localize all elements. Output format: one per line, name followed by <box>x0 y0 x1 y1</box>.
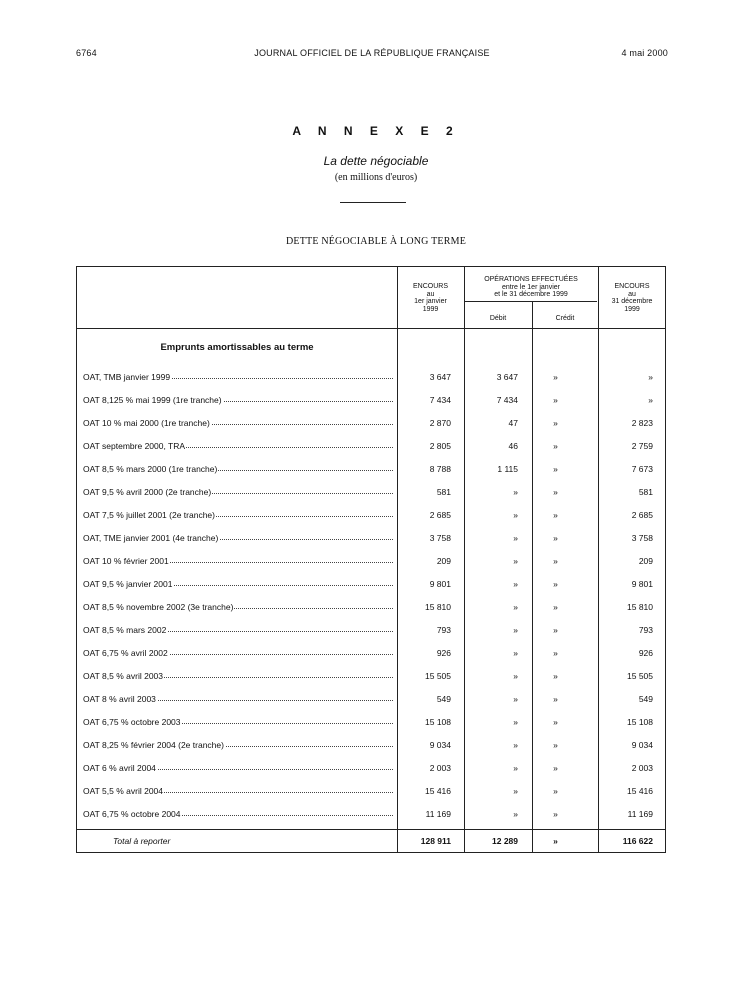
row-debit: 3 647 <box>496 372 518 382</box>
row-debit: » <box>513 533 518 543</box>
row-debit: » <box>513 694 518 704</box>
row-label: OAT 10 % février 2001 <box>83 556 393 566</box>
row-debit: 47 <box>508 418 518 428</box>
row-encours-end: 581 <box>638 487 653 497</box>
table-row <box>77 441 667 455</box>
total-label: Total à reporter <box>113 836 171 846</box>
row-label: OAT 8,5 % novembre 2002 (3e tranche) <box>83 602 393 612</box>
table-row <box>77 786 667 800</box>
row-encours-end: 15 416 <box>627 786 653 796</box>
row-label: OAT 10 % mai 2000 (1re tranche) <box>83 418 393 428</box>
row-debit: » <box>513 510 518 520</box>
journal-title: JOURNAL OFFICIEL DE LA RÉPUBLIQUE FRANÇAISE <box>254 48 490 58</box>
row-credit: » <box>553 441 558 451</box>
total-line <box>77 829 665 830</box>
row-credit: » <box>553 648 558 658</box>
row-encours-end: 9 801 <box>631 579 653 589</box>
row-debit: » <box>513 556 518 566</box>
header-bottom-line <box>77 328 665 329</box>
section-title: DETTE NÉGOCIABLE À LONG TERME <box>285 236 467 247</box>
annex-subtitle: La dette négociable <box>323 154 429 168</box>
row-encours-start: 209 <box>436 556 451 566</box>
row-label: OAT 9,5 % avril 2000 (2e tranche) <box>83 487 393 497</box>
publication-date: 4 mai 2000 <box>621 48 668 58</box>
row-label: OAT 6,75 % avril 2002 <box>83 648 393 658</box>
row-debit: » <box>513 487 518 497</box>
total-encours-start: 128 911 <box>420 836 451 846</box>
row-encours-start: 15 108 <box>425 717 451 727</box>
row-credit: » <box>553 809 558 819</box>
row-credit: » <box>553 487 558 497</box>
annex-title: A N N E X E 2 <box>292 124 460 138</box>
row-credit: » <box>553 625 558 635</box>
row-debit: 1 115 <box>497 464 518 474</box>
table-row <box>77 740 667 754</box>
row-credit: » <box>553 671 558 681</box>
row-encours-end: » <box>648 395 653 405</box>
col-credit: Crédit <box>555 315 575 322</box>
table-row <box>77 648 667 662</box>
row-label: OAT 6 % avril 2004 <box>83 763 393 773</box>
row-encours-start: 8 788 <box>429 464 451 474</box>
table-row <box>77 487 667 501</box>
row-encours-end: 2 003 <box>631 763 653 773</box>
table-row <box>77 556 667 570</box>
row-debit: » <box>513 786 518 796</box>
page-number: 6764 <box>76 48 97 58</box>
table-row <box>77 372 667 386</box>
row-encours-start: 2 003 <box>429 763 451 773</box>
row-label: OAT 8,125 % mai 1999 (1re tranche) <box>83 395 393 405</box>
row-encours-start: 3 647 <box>429 372 451 382</box>
operations-divider <box>464 301 597 302</box>
row-encours-start: 2 870 <box>429 418 451 428</box>
row-debit: 7 434 <box>496 395 518 405</box>
row-label: OAT 8,5 % avril 2003 <box>83 671 393 681</box>
total-debit: 12 289 <box>492 836 518 846</box>
row-encours-end: 926 <box>638 648 653 658</box>
table-row <box>77 717 667 731</box>
table-row <box>77 579 667 593</box>
col-encours-start: ENCOURS au 1er janvier 1999 <box>412 283 448 313</box>
separator-rule <box>340 202 406 203</box>
debt-table <box>76 266 666 853</box>
row-debit: » <box>513 717 518 727</box>
row-credit: » <box>553 510 558 520</box>
row-credit: » <box>553 556 558 566</box>
row-encours-start: 581 <box>436 487 451 497</box>
total-credit: » <box>553 836 558 846</box>
table-row <box>77 464 667 478</box>
row-debit: » <box>513 648 518 658</box>
row-credit: » <box>553 740 558 750</box>
page-header <box>76 48 668 64</box>
row-encours-start: 15 416 <box>425 786 451 796</box>
row-label: OAT 8,25 % février 2004 (2e tranche) <box>83 740 393 750</box>
col-operations: OPÉRATIONS EFFECTUÉES entre le 1er janvier et le 31 décembre 1999 <box>484 276 578 299</box>
table-row <box>77 602 667 616</box>
row-debit: » <box>513 625 518 635</box>
row-encours-start: 9 034 <box>429 740 451 750</box>
row-credit: » <box>553 418 558 428</box>
row-encours-start: 9 801 <box>429 579 451 589</box>
col-encours-end: ENCOURS au 31 décembre 1999 <box>611 283 653 313</box>
row-credit: » <box>553 372 558 382</box>
row-encours-end: 15 810 <box>627 602 653 612</box>
row-encours-start: 7 434 <box>429 395 451 405</box>
row-label: OAT septembre 2000, TRA <box>83 441 393 451</box>
row-encours-start: 3 758 <box>429 533 451 543</box>
row-encours-start: 2 805 <box>429 441 451 451</box>
row-credit: » <box>553 694 558 704</box>
row-debit: » <box>513 602 518 612</box>
row-label: OAT 6,75 % octobre 2004 <box>83 809 393 819</box>
table-row <box>77 510 667 524</box>
row-encours-start: 15 810 <box>425 602 451 612</box>
row-debit: » <box>513 763 518 773</box>
total-row <box>77 836 667 850</box>
row-debit: » <box>513 579 518 589</box>
row-credit: » <box>553 717 558 727</box>
row-encours-end: 209 <box>638 556 653 566</box>
row-credit: » <box>553 464 558 474</box>
row-encours-start: 15 505 <box>425 671 451 681</box>
unit-note: (en millions d'euros) <box>334 172 418 183</box>
row-credit: » <box>553 602 558 612</box>
row-encours-end: 549 <box>638 694 653 704</box>
table-row <box>77 533 667 547</box>
row-encours-end: 15 108 <box>627 717 653 727</box>
row-credit: » <box>553 786 558 796</box>
table-row <box>77 625 667 639</box>
row-credit: » <box>553 395 558 405</box>
row-debit: » <box>513 671 518 681</box>
row-encours-start: 11 169 <box>425 809 451 819</box>
row-encours-end: 11 169 <box>627 809 653 819</box>
row-credit: » <box>553 763 558 773</box>
row-encours-end: 2 685 <box>631 510 653 520</box>
row-label: OAT 9,5 % janvier 2001 <box>83 579 393 589</box>
group-title: Emprunts amortissables au terme <box>160 342 314 353</box>
row-debit: 46 <box>508 441 518 451</box>
row-credit: » <box>553 533 558 543</box>
col-debit: Débit <box>489 315 507 322</box>
row-encours-end: 7 673 <box>631 464 653 474</box>
row-encours-end: 9 034 <box>631 740 653 750</box>
row-encours-start: 793 <box>436 625 451 635</box>
row-encours-end: 3 758 <box>631 533 653 543</box>
row-label: OAT 8,5 % mars 2002 <box>83 625 393 635</box>
table-row <box>77 671 667 685</box>
row-encours-end: 2 759 <box>631 441 653 451</box>
row-credit: » <box>553 579 558 589</box>
row-label: OAT 5,5 % avril 2004 <box>83 786 393 796</box>
table-row <box>77 763 667 777</box>
row-debit: » <box>513 809 518 819</box>
row-label: OAT, TME janvier 2001 (4e tranche) <box>83 533 393 543</box>
row-encours-start: 2 685 <box>429 510 451 520</box>
row-label: OAT 8 % avril 2003 <box>83 694 393 704</box>
row-encours-start: 549 <box>436 694 451 704</box>
total-encours-end: 116 622 <box>622 836 653 846</box>
row-encours-end: 2 823 <box>631 418 653 428</box>
row-encours-end: 15 505 <box>627 671 653 681</box>
row-debit: » <box>513 740 518 750</box>
row-encours-end: 793 <box>638 625 653 635</box>
row-label: OAT 7,5 % juillet 2001 (2e tranche) <box>83 510 393 520</box>
table-row <box>77 694 667 708</box>
row-encours-end: » <box>648 372 653 382</box>
row-label: OAT 6,75 % octobre 2003 <box>83 717 393 727</box>
row-label: OAT, TMB janvier 1999 <box>83 372 393 382</box>
table-row <box>77 809 667 823</box>
table-row <box>77 418 667 432</box>
row-label: OAT 8,5 % mars 2000 (1re tranche) <box>83 464 393 474</box>
row-encours-start: 926 <box>436 648 451 658</box>
table-row <box>77 395 667 409</box>
